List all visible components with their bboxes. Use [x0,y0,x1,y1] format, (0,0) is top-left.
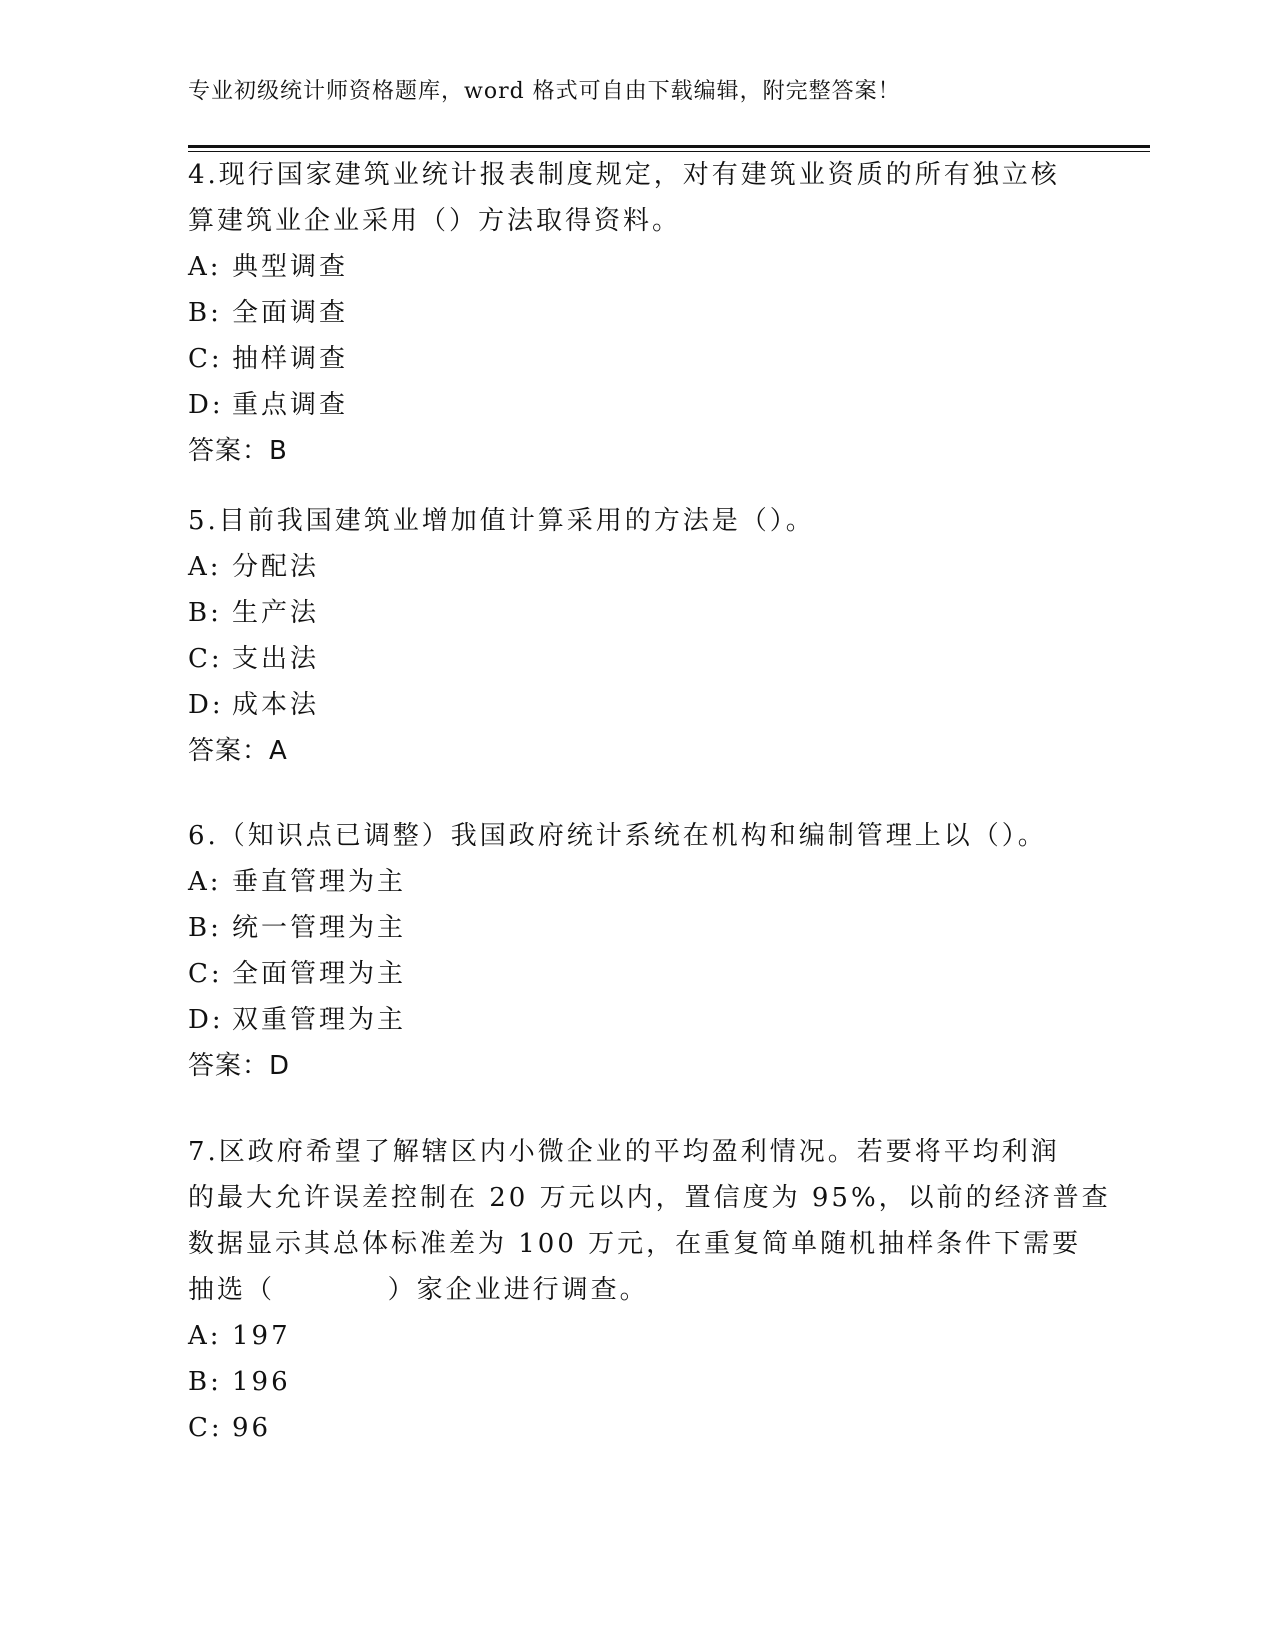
option-text: 抽样调查 [232,344,349,374]
question-text-line: 数据显示其总体标准差为 100 万元，在重复简单随机抽样条件下需要 [188,1229,1082,1259]
question-7 [188,1129,1111,1451]
option-text: 分配法 [232,552,320,582]
option-letter: B: [188,298,222,328]
option-letter: C: [188,959,223,989]
option-c [188,1405,1088,1451]
option-text: 96 [232,1413,272,1443]
option-text: 典型调查 [232,252,349,282]
option-b [188,1359,1088,1405]
option-a [188,544,1088,590]
answer: 答案：B [188,436,288,466]
option-b [188,590,1088,636]
question-text-line: 7.区政府希望了解辖区内小微企业的平均盈利情况。若要将平均利润 [188,1137,1060,1167]
option-c [188,951,1088,997]
option-d [188,682,1088,728]
option-text: 全面调查 [232,298,349,328]
question-4 [188,152,1088,474]
option-letter: B: [188,913,222,943]
option-letter: A: [188,552,222,582]
option-text: 成本法 [232,690,320,720]
question-text-line: 5.目前我国建筑业增加值计算采用的方法是（）。 [188,506,815,536]
header-rule-thick [188,145,1150,148]
option-letter: B: [188,1367,222,1397]
option-text: 生产法 [232,598,320,628]
option-letter: A: [188,252,222,282]
question-text-line: 的最大允许误差控制在 20 万元以内，置信度为 95%，以前的经济普查 [188,1183,1111,1213]
option-c [188,336,1088,382]
option-text: 统一管理为主 [232,913,407,943]
option-letter: C: [188,1413,223,1443]
option-a [188,859,1088,905]
page-header: 专业初级统计师资格题库，word 格式可自由下载编辑，附完整答案！ [188,79,901,104]
option-a [188,244,1088,290]
option-d [188,997,1088,1043]
question-text-line: 6.（知识点已调整）我国政府统计系统在机构和编制管理上以（）。 [188,821,1047,851]
option-text: 支出法 [232,644,320,674]
option-d [188,382,1088,428]
answer: 答案：A [188,736,288,766]
question-text-line: 抽选（ ）家企业进行调查。 [188,1275,649,1305]
answer: 答案：D [188,1051,291,1081]
question-5 [188,498,1088,774]
option-a [188,1313,1088,1359]
option-c [188,636,1088,682]
option-letter: A: [188,1321,222,1351]
option-text: 196 [232,1367,291,1397]
option-letter: C: [188,644,223,674]
option-letter: B: [188,598,222,628]
option-letter: D: [188,1005,224,1035]
option-letter: D: [188,690,224,720]
option-letter: D: [188,390,224,420]
option-b [188,290,1088,336]
option-text: 双重管理为主 [232,1005,407,1035]
option-text: 垂直管理为主 [232,867,407,897]
option-b [188,905,1088,951]
option-letter: A: [188,867,222,897]
option-text: 全面管理为主 [232,959,407,989]
option-text: 重点调查 [232,390,349,420]
option-text: 197 [232,1321,291,1351]
question-6 [188,813,1088,1089]
option-letter: C: [188,344,223,374]
question-text-line: 4.现行国家建筑业统计报表制度规定，对有建筑业资质的所有独立核 [188,160,1060,190]
question-text-line: 算建筑业企业采用（）方法取得资料。 [188,206,682,236]
